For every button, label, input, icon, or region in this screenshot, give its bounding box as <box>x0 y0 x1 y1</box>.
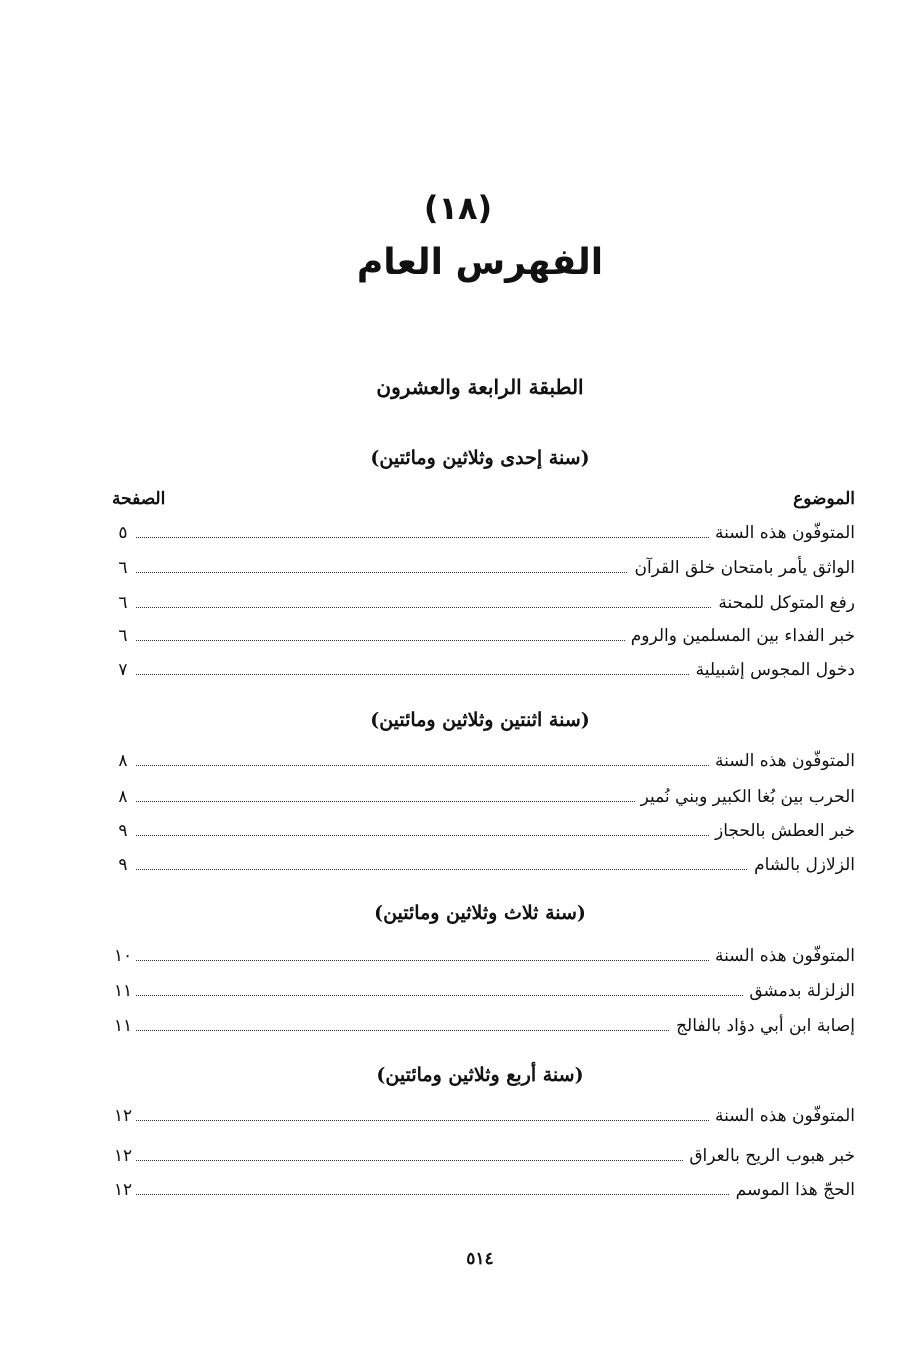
entry-title: خبر الفداء بين المسلمين والروم <box>625 621 855 651</box>
entry-title: دخول المجوس إشبيلية <box>690 655 855 685</box>
entry-title: الحجّ هذا الموسم <box>730 1175 855 1205</box>
entry-title: إصابة ابن أبي دؤاد بالفالج <box>670 1011 855 1041</box>
entry-page: ٩ <box>112 850 134 880</box>
year-heading: (سنة إحدى وثلاثين ومائتين) <box>370 447 590 469</box>
entry-page: ٦ <box>112 621 134 651</box>
index-entry <box>112 746 855 776</box>
entry-title: الزلازل بالشام <box>748 850 855 880</box>
index-entry <box>112 850 855 880</box>
columns-header <box>112 484 855 514</box>
entry-title: رفع المتوكل للمحنة <box>712 588 855 618</box>
year-heading: (سنة ثلاث وثلاثين ومائتين) <box>374 902 586 924</box>
entry-page: ٨ <box>112 746 134 776</box>
entry-title: الحرب بين بُغا الكبير وبني نُمير <box>635 782 855 812</box>
index-entry <box>112 816 855 846</box>
index-entry <box>112 1175 855 1205</box>
entry-title: المتوفّون هذه السنة <box>709 746 855 776</box>
index-entry <box>112 621 855 651</box>
entry-page: ١٢ <box>112 1141 134 1171</box>
page-number: ٥١٤ <box>466 1249 494 1269</box>
index-entry <box>112 782 855 812</box>
entry-title: خبر هبوب الريح بالعراق <box>683 1141 855 1171</box>
entry-title: المتوفّون هذه السنة <box>709 941 855 971</box>
entry-page: ٩ <box>112 816 134 846</box>
entry-title: المتوفّون هذه السنة <box>709 1101 855 1131</box>
entry-page: ٨ <box>112 782 134 812</box>
index-entry <box>112 518 855 548</box>
page-column-label: الصفحة <box>112 489 166 509</box>
index-entry <box>112 1101 855 1131</box>
page-title: الفهرس العام <box>356 242 604 283</box>
topic-column-label: الموضوع <box>793 489 855 509</box>
index-entry <box>112 655 855 685</box>
entry-page: ١٢ <box>112 1175 134 1205</box>
entry-page: ٦ <box>112 588 134 618</box>
year-heading: (سنة اثنتين وثلاثين ومائتين) <box>370 709 590 731</box>
index-entry <box>112 1011 855 1041</box>
entry-page: ١١ <box>112 976 134 1006</box>
entry-title: المتوفّون هذه السنة <box>709 518 855 548</box>
index-entry <box>112 553 855 583</box>
entry-page: ٦ <box>112 553 134 583</box>
section-heading: الطبقة الرابعة والعشرون <box>376 375 584 399</box>
entry-page: ٥ <box>112 518 134 548</box>
entry-title: خبر العطش بالحجاز <box>709 816 855 846</box>
chapter-number: (١٨) <box>423 189 493 227</box>
entry-title: الزلزلة بدمشق <box>743 976 855 1006</box>
entry-page: ١٢ <box>112 1101 134 1131</box>
entry-page: ١٠ <box>112 941 134 971</box>
entry-page: ١١ <box>112 1011 134 1041</box>
index-entry <box>112 588 855 618</box>
index-entry <box>112 941 855 971</box>
entry-title: الواثق يأمر بامتحان خلق القرآن <box>628 553 855 583</box>
index-entry <box>112 976 855 1006</box>
index-entry <box>112 1141 855 1171</box>
year-heading: (سنة أربع وثلاثين ومائتين) <box>376 1064 584 1086</box>
entry-page: ٧ <box>112 655 134 685</box>
